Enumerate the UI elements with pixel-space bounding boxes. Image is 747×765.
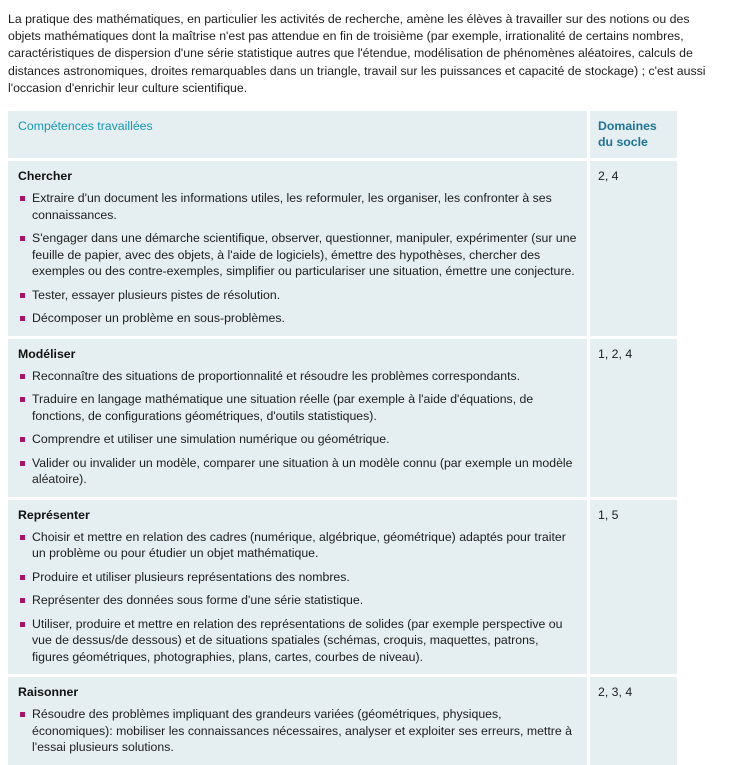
column-header-domaines	[590, 111, 677, 161]
list-item	[18, 455, 577, 488]
list-item-text: Valider ou invalider un modèle, comparer une situation à un modèle connu (par exemple un modèle aléatoire).	[32, 455, 573, 487]
competence-cell-representer	[8, 500, 590, 678]
list-item	[18, 391, 577, 424]
list-item	[18, 529, 577, 562]
list-item-text: Extraire d'un document les informations utiles, les reformuler, les organiser, les confronter à ses connaissances.	[32, 191, 552, 222]
list-item-text: Résoudre des problèmes impliquant des grandeurs variées (géométriques, physiques, économiques): mobiliser les connaissances nécessaires, analyser et exploiter ses erreurs, mettre à l'essai plusieurs solutions.	[32, 707, 572, 755]
list-item-text: Décomposer un problème en sous-problèmes.	[32, 311, 285, 326]
square-bullet-icon	[20, 374, 25, 379]
square-bullet-icon	[20, 575, 25, 580]
list-item	[18, 368, 577, 385]
square-bullet-icon	[20, 196, 25, 201]
competence-cell-raisonner	[8, 677, 590, 765]
square-bullet-icon	[20, 293, 25, 298]
square-bullet-icon	[20, 535, 25, 540]
list-item	[18, 230, 577, 280]
competence-cell-modeliser	[8, 339, 590, 500]
list-item-text: Utiliser, produire et mettre en relation des représentations de solides (par exemple perspective ou vue de dessus/de dessous) et de situations spatiales (schémas, croquis, maquettes, patrons, figures géométriques, photographies, plans, cartes, courbes de niveau).	[32, 616, 563, 664]
square-bullet-icon	[20, 316, 25, 321]
list-item-text: Représenter des données sous forme d'une série statistique.	[32, 593, 364, 608]
list-item-text: Comprendre et utiliser une simulation numérique ou géométrique.	[32, 432, 390, 447]
square-bullet-icon	[20, 397, 25, 402]
column-header-competences-label: Compétences travaillées	[18, 119, 153, 134]
square-bullet-icon	[20, 461, 25, 466]
square-bullet-icon	[20, 236, 25, 241]
list-item-text: Tester, essayer plusieurs pistes de résolution.	[32, 287, 281, 302]
table-header-row	[8, 111, 677, 161]
competences-table	[8, 111, 677, 765]
list-item-text: S'engager dans une démarche scientifique, observer, questionner, manipuler, expérimenter (sur une feuille de papier, avec des objets, à l'aide de logiciels), émettre des hypothèses, chercher des exemples ou des contre-exemples, simplifier ou particulariser une situation, émettre une conjecture.	[32, 231, 577, 279]
list-item	[18, 706, 577, 756]
square-bullet-icon	[20, 437, 25, 442]
domaines-cell: 2, 4	[590, 161, 677, 339]
competence-title: Chercher	[18, 169, 72, 184]
list-item	[18, 310, 577, 327]
list-item	[18, 190, 577, 223]
square-bullet-icon	[20, 712, 25, 717]
competence-item-list	[18, 368, 577, 488]
list-item	[18, 616, 577, 666]
competence-item-list	[18, 190, 577, 327]
list-item	[18, 592, 577, 609]
table-header	[8, 111, 677, 161]
domaines-cell: 2, 3, 4	[590, 677, 677, 765]
list-item-text: Reconnaître des situations de proportionnalité et résoudre les problèmes correspondants.	[32, 368, 521, 383]
column-header-competences	[8, 111, 590, 161]
table-row	[8, 339, 677, 500]
competence-item-list	[18, 529, 577, 666]
list-item	[18, 287, 577, 304]
square-bullet-icon	[20, 598, 25, 603]
list-item	[18, 569, 577, 586]
domaines-cell: 1, 2, 4	[590, 339, 677, 500]
table-body	[8, 161, 677, 765]
intro-paragraph: La pratique des mathématiques, en particulier les activités de recherche, amène les élèves à travailler sur des notions ou des objets mathématiques dont la maîtrise n'est pas attendue en fin de troisième (par exemple, irrationalité de certains nombres, caractéristiques de dispersion d'une série statistique autres que l'étendue, modélisation de phénomènes aléatoires, calculs de distances astronomiques, droites remarquables dans un triangle, travail sur les puissances et capacité de stockage) ; c'est aussi l'occasion d'enrichir leur culture scientifique.	[8, 12, 706, 95]
competence-title: Représenter	[18, 507, 90, 522]
list-item-text: Traduire en langage mathématique une situation réelle (par exemple à l'aide d'équations, de fonctions, de configurations géométriques, d'outils statistiques).	[32, 392, 534, 423]
column-header-domaines-label: Domaines du socle	[598, 119, 657, 150]
table-row	[8, 677, 677, 765]
table-row	[8, 161, 677, 339]
competence-item-list	[18, 706, 577, 756]
list-item-text: Produire et utiliser plusieurs représentations des nombres.	[32, 569, 350, 584]
domaines-cell: 1, 5	[590, 500, 677, 678]
list-item	[18, 431, 577, 448]
table-row	[8, 500, 677, 678]
competence-title: Modéliser	[18, 346, 76, 361]
list-item-text: Choisir et mettre en relation des cadres (numérique, algébrique, géométrique) adaptés pour traiter un problème ou pour étudier un objet mathématique.	[32, 529, 566, 561]
competence-cell-chercher	[8, 161, 590, 339]
competence-title: Raisonner	[18, 685, 79, 700]
